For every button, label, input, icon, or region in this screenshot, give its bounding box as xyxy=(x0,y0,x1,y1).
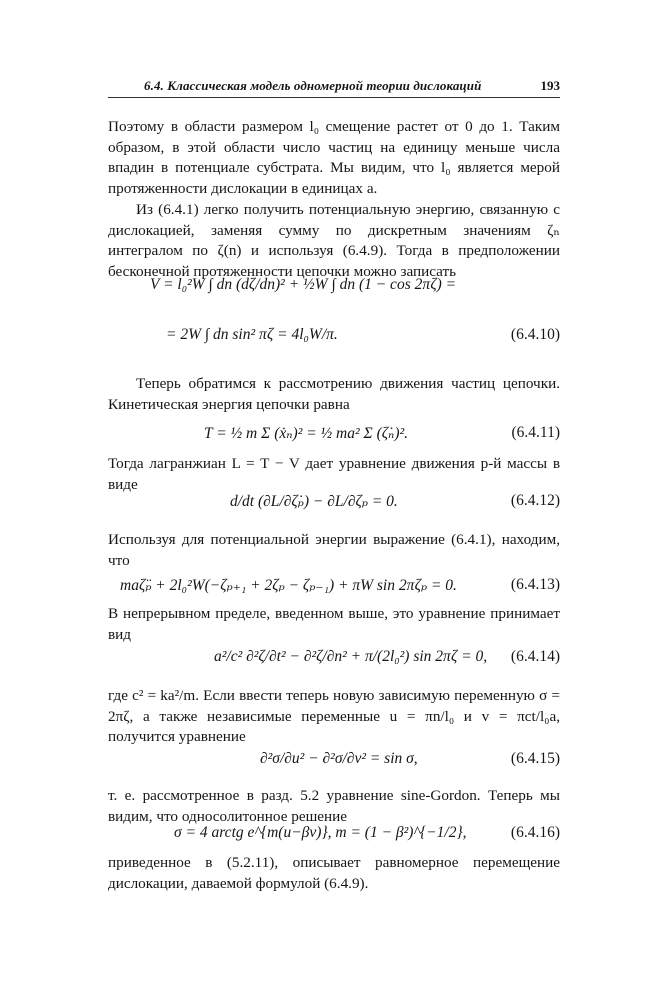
eq-6-4-15-number: (6.4.15) xyxy=(510,750,560,767)
paragraph-3: Теперь обратимся к рассмотрению движения частиц цепочки. Кинетическая энергия цепочки равна xyxy=(108,375,560,413)
eq-6-4-14-number: (6.4.14) xyxy=(510,648,560,665)
paragraph-1: Поэтому в области размером l₀ смещение растет от 0 до 1. Таким образом, в этой области число частиц на единицу меньше числа впадин в потенциале субстрата. Мы видим, что l₀ является мерой протяженности дислокации в единицах a. xyxy=(108,118,560,197)
eq-6-4-10-number: (6.4.10) xyxy=(510,326,560,343)
paragraph-2: Из (6.4.1) легко получить потенциальную энергию, связанную с дислокацией, заменяя сумму по дискретным значениям ζₙ интегралом по ζ(n) и используя (6.4.9). Тогда в предположении бесконечной протяженности цепочки можно записать xyxy=(108,201,560,280)
eq-6-4-12-number: (6.4.12) xyxy=(510,492,560,509)
paragraph-9: приведенное в (5.2.11), описывает равномерное перемещение дислокации, даваемой формулой (6.4.9). xyxy=(108,854,560,892)
equation-6-4-16 xyxy=(108,820,560,850)
paragraph-7: где c² = ka²/m. Если ввести теперь новую зависимую переменную σ = 2πζ, а также независимые переменные u = πn/l₀ и v = πct/l₀a, получится уравнение xyxy=(108,687,560,745)
eq-6-4-13-number: (6.4.13) xyxy=(510,576,560,593)
paragraph-8: т. е. рассмотренное в разд. 5.2 уравнение sine-Gordon. Теперь мы видим, что односолитонное решение xyxy=(108,787,560,825)
paragraph-6: В непрерывном пределе, введенном выше, это уравнение принимает вид xyxy=(108,605,560,643)
eq-6-4-11-body: T = ½ m Σ (ẋₙ)² = ½ ma² Σ (ζ̇ₙ)². xyxy=(204,425,408,442)
page-number: 193 xyxy=(540,78,560,93)
header-rule xyxy=(108,97,560,98)
paragraph-5: Используя для потенциальной энергии выражение (6.4.1), находим, что xyxy=(108,531,560,569)
equation-6-4-10-line2 xyxy=(108,322,560,360)
eq-6-4-16-number: (6.4.16) xyxy=(510,824,560,841)
equation-6-4-14 xyxy=(108,644,560,674)
eq-6-4-10-line1-body: V = l₀²W ∫ dn (dζ/dn)² + ½W ∫ dn (1 − cos 2πζ) = xyxy=(150,276,457,293)
eq-6-4-12-body: d/dt (∂L/∂ζ̇ₚ) − ∂L/∂ζₚ = 0. xyxy=(230,493,398,510)
equation-6-4-13 xyxy=(108,572,560,602)
equation-6-4-12 xyxy=(108,488,560,518)
eq-6-4-11-number: (6.4.11) xyxy=(511,424,560,441)
eq-6-4-16-body: σ = 4 arctg e^{m(u−βv)}, m = (1 − β²)^{−1/2}, xyxy=(174,824,467,841)
eq-6-4-13-body: maζ̈ₚ + 2l₀²W(−ζₚ₊₁ + 2ζₚ − ζₚ₋₁) + πW sin 2πζₚ = 0. xyxy=(120,577,457,594)
paragraph-4: Тогда лагранжиан L = T − V дает уравнение движения p-й массы в виде xyxy=(108,455,560,493)
running-title: 6.4. Классическая модель одномерной теории дислокаций xyxy=(144,78,482,93)
eq-6-4-14-body: a²/c² ∂²ζ/∂t² − ∂²ζ/∂n² + π/(2l₀²) sin 2πζ = 0, xyxy=(214,648,488,665)
eq-6-4-15-body: ∂²σ/∂u² − ∂²σ/∂v² = sin σ, xyxy=(260,750,418,767)
equation-6-4-10-line1 xyxy=(108,270,560,308)
equation-6-4-11 xyxy=(108,420,560,450)
equation-6-4-15 xyxy=(108,746,560,776)
eq-6-4-10-line2-body: = 2W ∫ dn sin² πζ = 4l₀W/π. xyxy=(166,326,338,343)
